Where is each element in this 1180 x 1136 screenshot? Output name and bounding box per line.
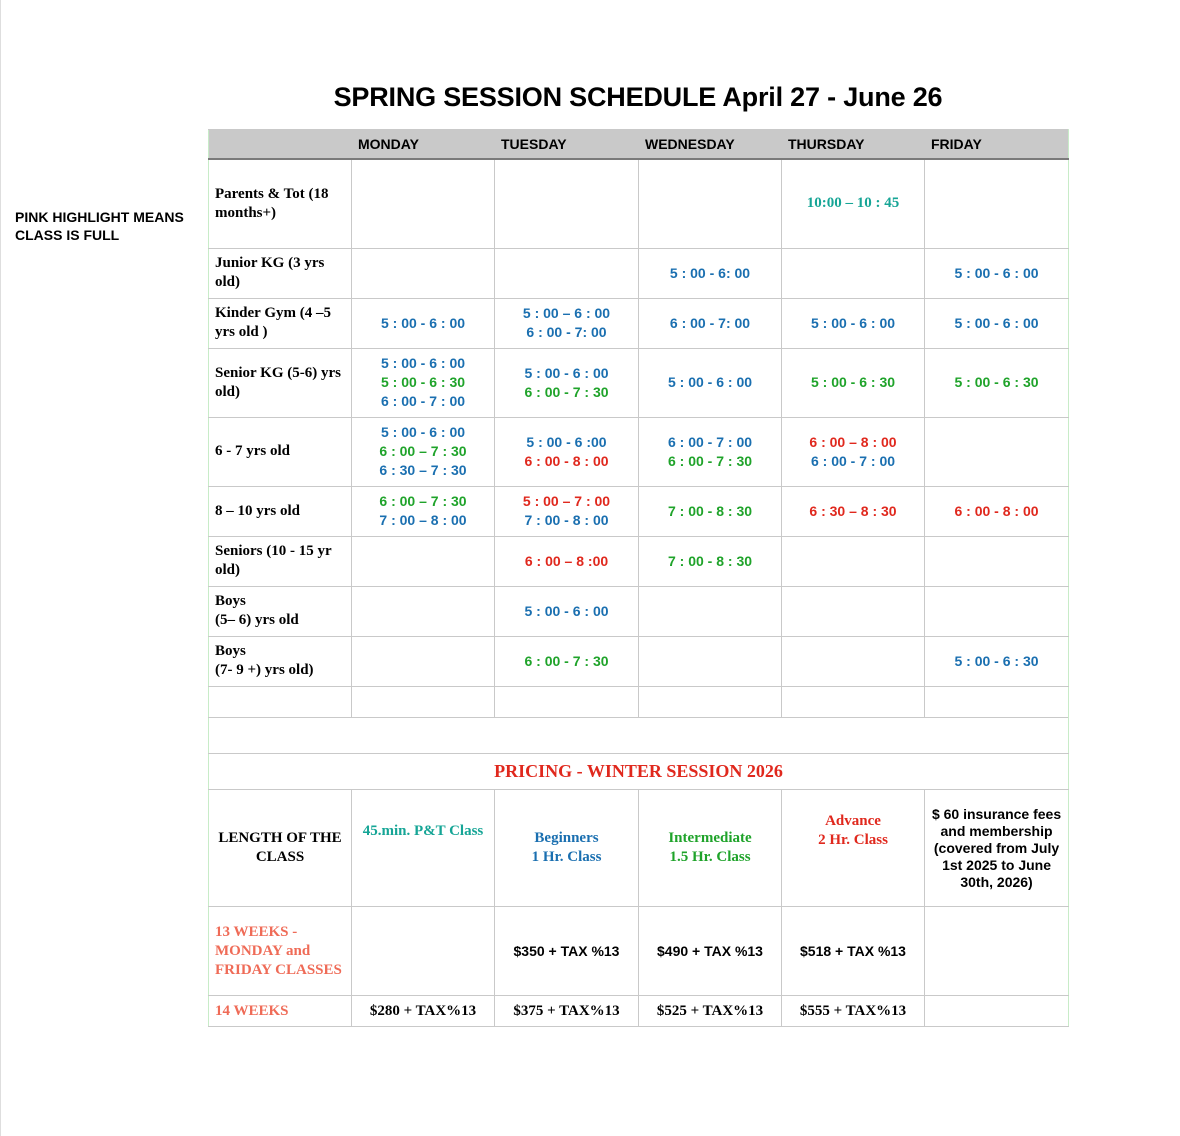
time-cell-friday bbox=[925, 586, 1069, 636]
price-cell: $518 + TAX %13 bbox=[782, 907, 925, 996]
time-slot: 6 : 00 – 7 : 30 bbox=[379, 443, 467, 459]
time-cell-thursday bbox=[782, 248, 925, 298]
price-row bbox=[209, 907, 1069, 996]
schedule-row bbox=[209, 159, 1069, 248]
price-cell: $350 + TAX %13 bbox=[495, 907, 639, 996]
page-left-edge bbox=[0, 0, 1, 1136]
time-slot: 6 : 00 – 8 :00 bbox=[524, 552, 609, 569]
time-slot: 6 : 00 - 7 : 30 bbox=[524, 383, 609, 400]
time-cell-wednesday bbox=[639, 536, 782, 586]
class-level-text: 1 Hr. Class bbox=[531, 849, 602, 865]
class-level-text: Advance bbox=[825, 813, 881, 829]
class-level-text: Beginners bbox=[534, 830, 599, 846]
pricing-header-row bbox=[209, 790, 1069, 907]
class-name-cell bbox=[209, 417, 352, 486]
class-level-text: Intermediate bbox=[668, 830, 752, 846]
insurance-fee-note: $ 60 insurance fees and membership (covered from July 1st 2025 to June 30th, 2026) bbox=[925, 790, 1069, 907]
time-slot: 6 : 30 – 7 : 30 bbox=[379, 462, 467, 478]
time-cell-friday bbox=[925, 248, 1069, 298]
time-cell-wednesday bbox=[639, 159, 782, 248]
time-slot: 5 : 00 - 6 :00 bbox=[526, 433, 607, 450]
time-slot: 5 : 00 - 6 : 00 bbox=[524, 364, 609, 381]
class-name-text: Boys bbox=[215, 593, 246, 609]
time-cell-thursday bbox=[782, 298, 925, 348]
time-slot: 6 : 00 - 7: 00 bbox=[526, 324, 607, 340]
time-cell-monday bbox=[352, 348, 495, 417]
price-cell: $555 + TAX%13 bbox=[782, 996, 925, 1027]
time-cell-monday bbox=[352, 298, 495, 348]
time-cell-friday bbox=[925, 298, 1069, 348]
schedule-row bbox=[209, 298, 1069, 348]
empty-cell bbox=[782, 686, 925, 717]
price-cell: $490 + TAX %13 bbox=[639, 907, 782, 996]
class-name-text: Parents & Tot (18 months+) bbox=[215, 185, 329, 221]
time-cell-friday bbox=[925, 636, 1069, 686]
time-cell-wednesday bbox=[639, 586, 782, 636]
class-name-text: Boys bbox=[215, 643, 246, 659]
price-cell: $525 + TAX%13 bbox=[639, 996, 782, 1027]
time-cell-wednesday bbox=[639, 417, 782, 486]
schedule-row bbox=[209, 248, 1069, 298]
empty-cell bbox=[639, 686, 782, 717]
time-cell-tuesday bbox=[495, 486, 639, 536]
empty-cell bbox=[925, 686, 1069, 717]
price-cell bbox=[925, 996, 1069, 1027]
time-cell-wednesday bbox=[639, 348, 782, 417]
class-name-text: (5– 6) yrs old bbox=[215, 612, 299, 628]
class-level-advance bbox=[782, 790, 925, 907]
time-cell-thursday bbox=[782, 159, 925, 248]
empty-cell bbox=[495, 686, 639, 717]
time-slot: 5 : 00 - 6 : 30 bbox=[954, 652, 1039, 669]
time-slot: 5 : 00 – 7 : 00 bbox=[522, 493, 611, 509]
time-slot: 5 : 00 - 6 : 30 bbox=[810, 374, 896, 390]
time-slot: 5 : 00 - 6 : 00 bbox=[524, 602, 609, 619]
time-cell-tuesday bbox=[495, 536, 639, 586]
time-slot: 6 : 00 - 7: 00 bbox=[669, 314, 751, 331]
price-cell bbox=[925, 907, 1069, 996]
class-level-text: 1.5 Hr. Class bbox=[669, 849, 751, 865]
price-cell: $375 + TAX%13 bbox=[495, 996, 639, 1027]
empty-row bbox=[209, 686, 1069, 717]
pricing-title-row bbox=[209, 754, 1069, 790]
time-slot: 6 : 00 - 8 : 00 bbox=[954, 502, 1039, 519]
time-cell-thursday bbox=[782, 636, 925, 686]
time-cell-wednesday bbox=[639, 248, 782, 298]
full-class-note: PINK HIGHLIGHT MEANS CLASS IS FULL bbox=[15, 209, 184, 243]
time-cell-tuesday bbox=[495, 417, 639, 486]
day-header-thursday: THURSDAY bbox=[782, 130, 925, 160]
corner-header-cell bbox=[209, 130, 352, 160]
time-cell-friday bbox=[925, 486, 1069, 536]
time-cell-tuesday bbox=[495, 298, 639, 348]
time-cell-thursday bbox=[782, 348, 925, 417]
time-slot: 5 : 00 - 6 : 00 bbox=[380, 314, 466, 331]
time-cell-friday bbox=[925, 417, 1069, 486]
time-cell-friday bbox=[925, 348, 1069, 417]
schedule-row bbox=[209, 486, 1069, 536]
time-cell-tuesday bbox=[495, 159, 639, 248]
time-cell-tuesday bbox=[495, 586, 639, 636]
class-name-text: Kinder Gym (4 –5 yrs old ) bbox=[215, 305, 331, 340]
day-header-wednesday: WEDNESDAY bbox=[639, 130, 782, 160]
time-cell-monday bbox=[352, 536, 495, 586]
time-cell-thursday bbox=[782, 536, 925, 586]
time-cell-tuesday bbox=[495, 348, 639, 417]
time-slot: 5 : 00 – 6 : 00 bbox=[522, 305, 611, 321]
time-slot: 5 : 00 - 6 : 30 bbox=[380, 374, 466, 390]
class-name-cell bbox=[209, 348, 352, 417]
empty-cell bbox=[209, 686, 352, 717]
time-cell-thursday bbox=[782, 417, 925, 486]
time-cell-wednesday bbox=[639, 486, 782, 536]
time-cell-friday bbox=[925, 159, 1069, 248]
time-slot: 6 : 00 - 7 : 00 bbox=[380, 393, 466, 409]
class-level-beginners bbox=[495, 790, 639, 907]
time-slot: 6 : 00 – 8 : 00 bbox=[809, 433, 897, 450]
class-level-45-min-p-t-class bbox=[352, 790, 495, 907]
schedule-row bbox=[209, 417, 1069, 486]
time-cell-monday bbox=[352, 248, 495, 298]
time-cell-wednesday bbox=[639, 298, 782, 348]
schedule-header-row bbox=[209, 130, 1069, 160]
time-slot: 6 : 00 - 7 : 30 bbox=[667, 452, 753, 469]
time-slot: 5 : 00 - 6 : 00 bbox=[380, 355, 466, 371]
class-name-cell bbox=[209, 248, 352, 298]
schedule-row bbox=[209, 348, 1069, 417]
time-cell-monday bbox=[352, 159, 495, 248]
price-cell: $280 + TAX%13 bbox=[352, 996, 495, 1027]
class-name-text: Junior KG (3 yrs old) bbox=[215, 255, 325, 290]
time-cell-monday bbox=[352, 636, 495, 686]
time-slot: 6 : 00 - 7 : 00 bbox=[667, 433, 753, 450]
schedule-row bbox=[209, 636, 1069, 686]
schedule-row bbox=[209, 536, 1069, 586]
time-slot: 7 : 00 - 8 : 00 bbox=[524, 512, 609, 528]
price-row bbox=[209, 996, 1069, 1027]
spacer-row bbox=[209, 718, 1069, 754]
time-cell-tuesday bbox=[495, 636, 639, 686]
page-title: SPRING SESSION SCHEDULE April 27 - June 26 bbox=[333, 82, 943, 112]
class-name-cell bbox=[209, 636, 352, 686]
length-of-class-label: LENGTH OF THE CLASS bbox=[209, 790, 352, 907]
class-name-cell bbox=[209, 486, 352, 536]
time-slot: 5 : 00 - 6 : 00 bbox=[954, 264, 1039, 281]
schedule-body bbox=[209, 159, 1069, 717]
class-name-text: 6 - 7 yrs old bbox=[215, 443, 290, 459]
pricing-title: PRICING - WINTER SESSION 2026 bbox=[209, 754, 1069, 790]
time-cell-monday bbox=[352, 486, 495, 536]
time-cell-tuesday bbox=[495, 248, 639, 298]
class-name-cell bbox=[209, 536, 352, 586]
time-slot: 7 : 00 - 8 : 30 bbox=[667, 502, 753, 519]
class-name-text: Senior KG (5-6) yrs old) bbox=[215, 364, 341, 400]
time-slot: 5 : 00 - 6 : 00 bbox=[667, 374, 753, 390]
price-cell bbox=[352, 907, 495, 996]
class-name-cell bbox=[209, 159, 352, 248]
time-cell-thursday bbox=[782, 586, 925, 636]
time-slot: 5 : 00 - 6 : 30 bbox=[954, 374, 1039, 390]
class-name-text: 8 – 10 yrs old bbox=[215, 502, 301, 519]
time-cell-monday bbox=[352, 586, 495, 636]
class-level-intermediate bbox=[639, 790, 782, 907]
time-slot: 10:00 – 10 : 45 bbox=[806, 195, 900, 212]
class-level-text: 45.min. P&T Class bbox=[362, 823, 484, 839]
empty-cell bbox=[352, 686, 495, 717]
time-cell-thursday bbox=[782, 486, 925, 536]
class-name-cell bbox=[209, 298, 352, 348]
time-slot: 6 : 00 – 7 : 30 bbox=[379, 493, 467, 509]
time-slot: 6 : 30 – 8 : 30 bbox=[809, 502, 897, 519]
time-slot: 6 : 00 - 7 : 30 bbox=[524, 652, 609, 669]
time-cell-monday bbox=[352, 417, 495, 486]
class-name-cell bbox=[209, 586, 352, 636]
time-cell-friday bbox=[925, 536, 1069, 586]
pricing-table bbox=[208, 717, 1069, 1027]
time-slot: 7 : 00 – 8 : 00 bbox=[379, 512, 467, 528]
time-slot: 5 : 00 - 6 : 00 bbox=[810, 314, 896, 331]
time-slot: 5 : 00 - 6: 00 bbox=[669, 264, 751, 281]
time-slot: 6 : 00 - 7 : 00 bbox=[810, 452, 896, 469]
time-slot: 7 : 00 - 8 : 30 bbox=[667, 552, 753, 569]
day-header-tuesday: TUESDAY bbox=[495, 130, 639, 160]
spacer-cell bbox=[209, 718, 1069, 754]
class-level-text: 2 Hr. Class bbox=[818, 832, 888, 848]
schedule-row bbox=[209, 586, 1069, 636]
session-length-label: 13 WEEKS - MONDAY and FRIDAY CLASSES bbox=[209, 907, 352, 996]
schedule-table bbox=[208, 129, 1069, 718]
time-cell-wednesday bbox=[639, 636, 782, 686]
class-name-text: Seniors (10 - 15 yr old) bbox=[215, 543, 332, 578]
class-name-text: (7- 9 +) yrs old) bbox=[215, 662, 314, 678]
session-length-label: 14 WEEKS bbox=[209, 996, 352, 1027]
time-slot: 5 : 00 - 6 : 00 bbox=[380, 424, 466, 440]
time-slot: 6 : 00 - 8 : 00 bbox=[524, 452, 609, 469]
day-header-friday: FRIDAY bbox=[925, 130, 1069, 160]
time-slot: 5 : 00 - 6 : 00 bbox=[954, 314, 1039, 331]
day-header-monday: MONDAY bbox=[352, 130, 495, 160]
